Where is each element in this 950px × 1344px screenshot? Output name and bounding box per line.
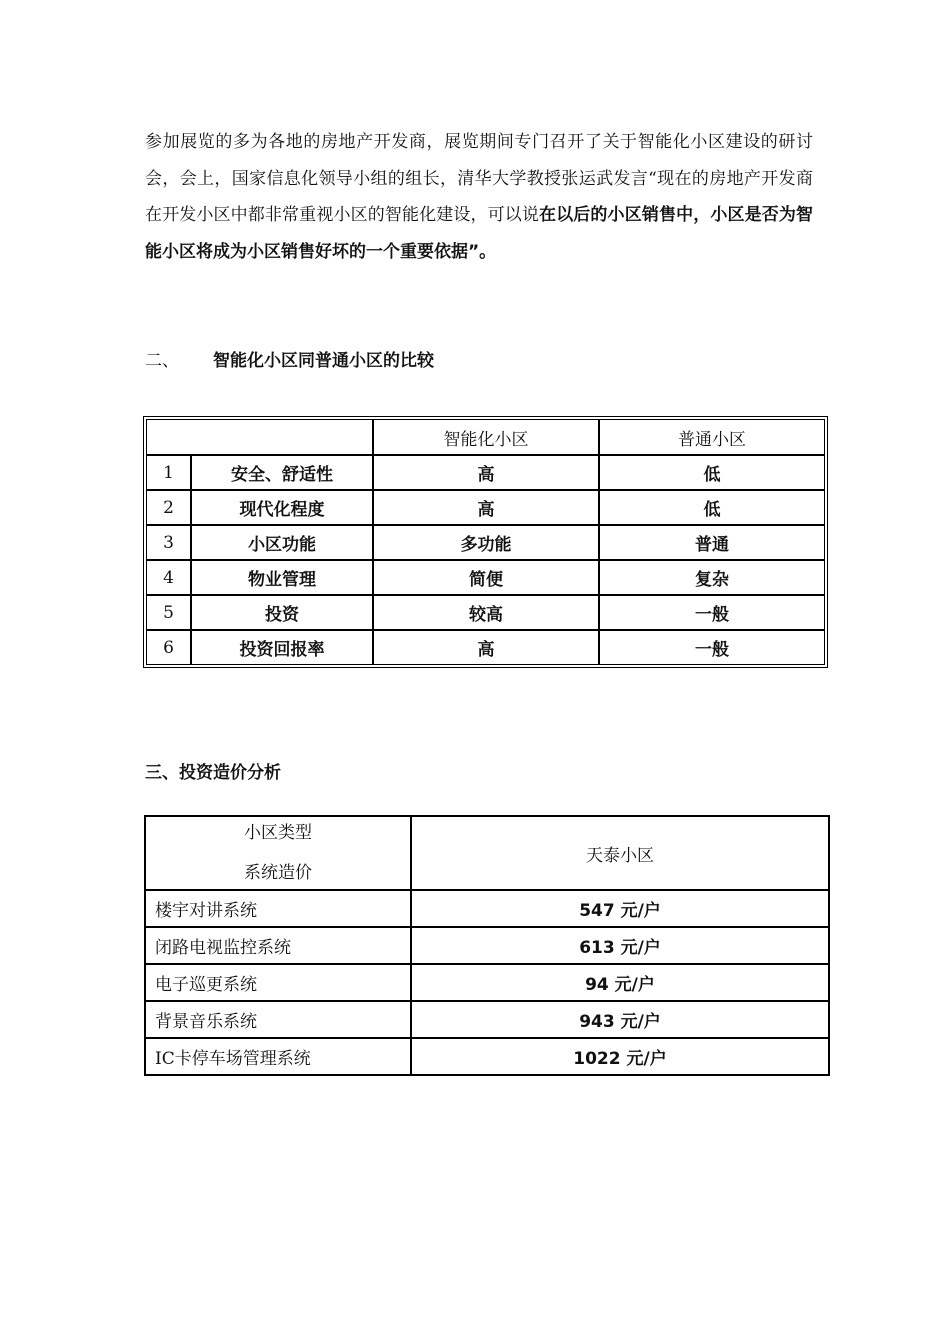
section-2-number: 二、 (145, 351, 179, 371)
system-cost: 943 元/户 (411, 1001, 829, 1038)
system-name: 背景音乐系统 (145, 1001, 411, 1038)
row-normal-value: 低 (599, 455, 825, 490)
table-row (145, 1038, 829, 1075)
table-row (146, 630, 825, 665)
table-row (146, 455, 825, 490)
row-smart-value: 高 (373, 630, 599, 665)
row-normal-value: 一般 (599, 630, 825, 665)
comparison-table (143, 416, 828, 668)
row-smart-value: 高 (373, 490, 599, 525)
row-item: 投资 (191, 595, 373, 630)
row-number: 3 (146, 525, 191, 560)
row-number: 5 (146, 595, 191, 630)
table-row (146, 560, 825, 595)
row-item: 安全、舒适性 (191, 455, 373, 490)
comparison-header-smart: 智能化小区 (373, 419, 599, 455)
row-item: 物业管理 (191, 560, 373, 595)
row-number: 6 (146, 630, 191, 665)
section-3-heading: 三、投资造价分析 (145, 763, 281, 783)
intro-bold-text: 在以后的小区销售中，小区是否为智能小区将成为小区销售好坏的一个重要依据”。 (145, 205, 814, 262)
table-row (145, 927, 829, 964)
system-name: 闭路电视监控系统 (145, 927, 411, 964)
row-normal-value: 低 (599, 490, 825, 525)
table-row (146, 525, 825, 560)
cost-header-price: 系统造价 (244, 863, 312, 883)
table-row (146, 595, 825, 630)
row-smart-value: 简便 (373, 560, 599, 595)
row-number: 1 (146, 455, 191, 490)
row-smart-value: 高 (373, 455, 599, 490)
comparison-header-blank (146, 419, 373, 455)
section-2-title: 智能化小区同普通小区的比较 (213, 351, 434, 371)
row-item: 投资回报率 (191, 630, 373, 665)
system-cost: 94 元/户 (411, 964, 829, 1001)
table-row (146, 490, 825, 525)
system-name: 电子巡更系统 (145, 964, 411, 1001)
intro-paragraph (145, 124, 813, 270)
cost-table (144, 815, 830, 1076)
row-number: 2 (146, 490, 191, 525)
row-normal-value: 普通 (599, 525, 825, 560)
system-cost: 1022 元/户 (411, 1038, 829, 1075)
row-smart-value: 较高 (373, 595, 599, 630)
row-normal-value: 一般 (599, 595, 825, 630)
cost-header-community: 天泰小区 (411, 816, 829, 890)
row-number: 4 (146, 560, 191, 595)
cost-header-row (145, 816, 829, 890)
comparison-header-normal: 普通小区 (599, 419, 825, 455)
row-smart-value: 多功能 (373, 525, 599, 560)
system-name: IC卡停车场管理系统 (145, 1038, 411, 1075)
cost-header-left (145, 816, 411, 890)
row-item: 小区功能 (191, 525, 373, 560)
cost-header-type: 小区类型 (244, 823, 312, 843)
section-2-heading (145, 346, 434, 371)
table-row (145, 1001, 829, 1038)
comparison-header-row (146, 419, 825, 455)
system-cost: 613 元/户 (411, 927, 829, 964)
system-name: 楼宇对讲系统 (145, 890, 411, 927)
intro-text: 参加展览的多为各地的房地产开发商，展览期间专门召开了关于智能化小区建设的研讨会，会上，国家信息化领导小组的组长，清华大学教授张运武发言“现在的房地产开发商在开发小区中都非常重视小区的智能化建设，可以说 (145, 132, 813, 225)
row-normal-value: 复杂 (599, 560, 825, 595)
row-item: 现代化程度 (191, 490, 373, 525)
system-cost: 547 元/户 (411, 890, 829, 927)
table-row (145, 890, 829, 927)
table-row (145, 964, 829, 1001)
